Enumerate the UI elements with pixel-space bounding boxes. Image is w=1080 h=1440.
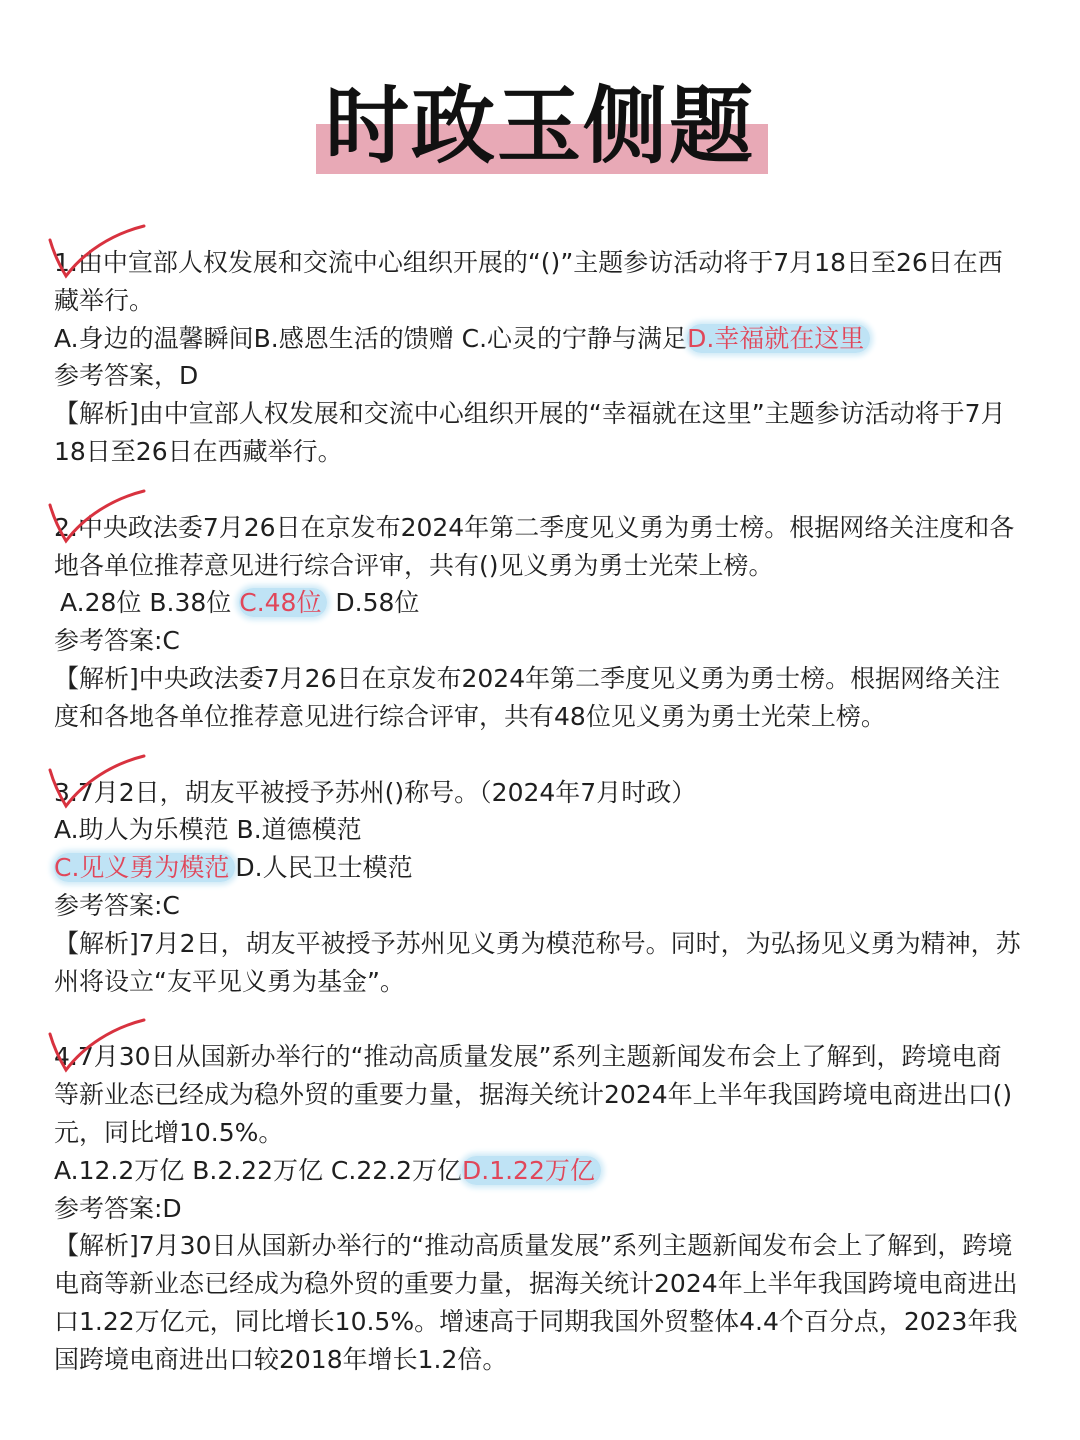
options-before: A.28位 B.38位	[60, 588, 240, 618]
options-after: D.58位	[327, 588, 420, 618]
options-line-2	[54, 849, 1024, 887]
options-after: D.人民卫士模范	[235, 853, 413, 883]
options-text: A.身边的温馨瞬间B.感恩生活的馈赠 C.心灵的宁静与满足	[54, 323, 688, 353]
correct-option: D.幸福就在这里	[687, 324, 870, 353]
options-line	[54, 320, 1024, 358]
question-text: 1.由中宣部人权发展和交流中心组织开展的“()”主题参访活动将于7月18日至26日在西藏举行。	[54, 248, 1003, 315]
options-line	[54, 584, 1024, 622]
question-4	[54, 1038, 1024, 1378]
analysis-text: 【解析]7月30日从国新办举行的“推动高质量发展”系列主题新闻发布会上了解到，跨境电商等新业态已经成为稳外贸的重要力量，据海关统计2024年上半年我国跨境电商进出口1.22万亿元，同比增长10.5%。增速高于同期我国外贸整体4.4个百分点，2023年我国跨境电商进出口较2018年增长1.2倍。	[54, 1231, 1018, 1374]
answer-text: 参考答案，D	[54, 361, 199, 391]
question-text: 2.中央政法委7月26日在京发布2024年第二季度见义勇为勇士榜。根据网络关注度和各地各单位推荐意见进行综合评审，共有()见义勇为勇士光荣上榜。	[54, 512, 1015, 580]
question-list	[54, 244, 1024, 1417]
answer-text: 参考答案:C	[54, 890, 180, 920]
analysis-text: 【解析]中央政法委7月26日在京发布2024年第二季度见义勇为勇士榜。根据网络关注度和各地各单位推荐意见进行综合评审，共有48位见义勇为勇士光荣上榜。	[54, 663, 1001, 731]
options-line	[54, 1152, 1024, 1190]
correct-option: C.48位	[239, 588, 327, 617]
question-2	[54, 509, 1024, 736]
question-text: 3.7月2日，胡友平被授予苏州()称号。（2024年7月时政）	[54, 777, 697, 807]
options-text: A.12.2万亿 B.2.22万亿 C.22.2万亿	[54, 1155, 462, 1185]
question-3	[54, 774, 1024, 1001]
analysis-text: 【解析]由中宣部人权发展和交流中心组织开展的“幸福就在这里”主题参访活动将于7月18日至26日在西藏举行。	[54, 399, 1006, 466]
correct-option: C.见义勇为模范	[54, 853, 235, 882]
options-line-1: A.助人为乐模范 B.道德模范	[54, 815, 362, 845]
title-block	[0, 70, 1080, 190]
analysis-text: 【解析]7月2日，胡友平被授予苏州见义勇为模范称号。同时，为弘扬见义勇为精神，苏州将设立“友平见义勇为基金”。	[54, 928, 1021, 996]
question-1	[54, 244, 1024, 471]
page-title: 时政玉侧题	[324, 76, 755, 175]
answer-text: 参考答案:C	[54, 626, 180, 656]
question-text: 4.7月30日从国新办举行的“推动高质量发展”系列主题新闻发布会上了解到，跨境电商等新业态已经成为稳外贸的重要力量，据海关统计2024年上半年我国跨境电商进出口()元，同比增10.5%。	[54, 1042, 1013, 1147]
answer-text: 参考答案:D	[54, 1193, 182, 1223]
correct-option: D.1.22万亿	[462, 1156, 601, 1185]
